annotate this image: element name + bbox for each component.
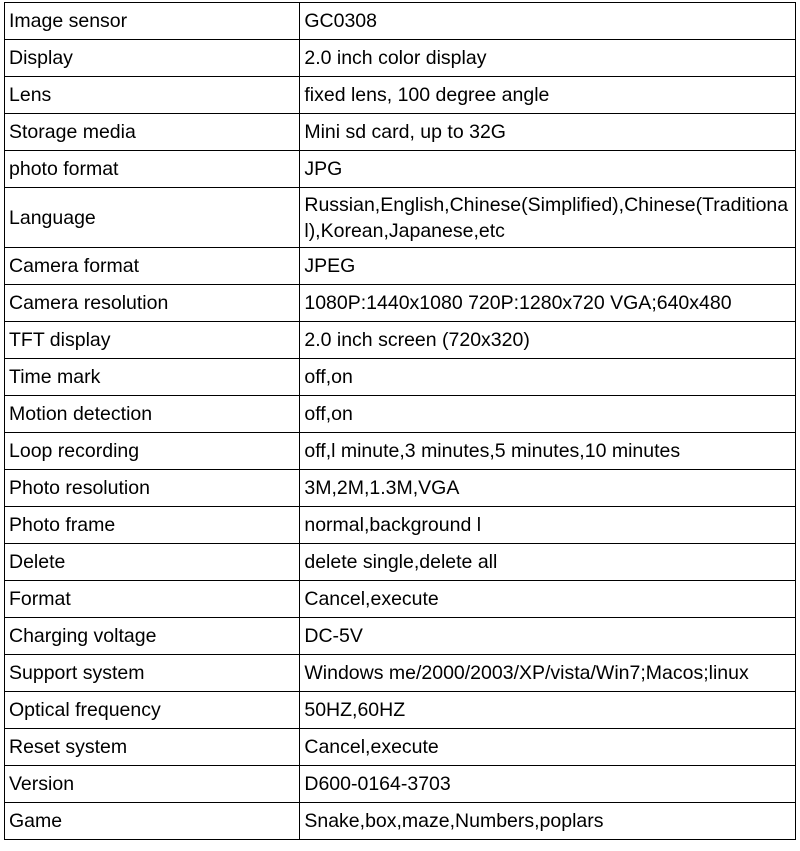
table-row	[5, 729, 796, 766]
spec-value: Cancel,execute	[300, 581, 796, 618]
spec-label: Game	[5, 803, 300, 840]
spec-label: Language	[5, 188, 300, 248]
spec-value: Windows me/2000/2003/XP/vista/Win7;Macos;linux	[300, 655, 796, 692]
spec-label: Charging voltage	[5, 618, 300, 655]
table-row	[5, 433, 796, 470]
spec-value: 3M,2M,1.3M,VGA	[300, 470, 796, 507]
table-row	[5, 507, 796, 544]
spec-label: Reset system	[5, 729, 300, 766]
spec-label: Image sensor	[5, 3, 300, 40]
spec-value: delete single,delete all	[300, 544, 796, 581]
spec-value: normal,background l	[300, 507, 796, 544]
spec-value: 50HZ,60HZ	[300, 692, 796, 729]
table-row	[5, 359, 796, 396]
table-row	[5, 3, 796, 40]
spec-value: GC0308	[300, 3, 796, 40]
spec-value: JPG	[300, 151, 796, 188]
spec-value: off,on	[300, 359, 796, 396]
spec-label: Lens	[5, 77, 300, 114]
table-row	[5, 77, 796, 114]
table-row	[5, 40, 796, 77]
spec-value: Mini sd card, up to 32G	[300, 114, 796, 151]
spec-label: TFT display	[5, 322, 300, 359]
spec-value: 1080P:1440x1080 720P:1280x720 VGA;640x480	[300, 285, 796, 322]
table-row	[5, 692, 796, 729]
spec-label: Photo resolution	[5, 470, 300, 507]
table-row	[5, 544, 796, 581]
spec-value: off,on	[300, 396, 796, 433]
table-row	[5, 285, 796, 322]
spec-label: Photo frame	[5, 507, 300, 544]
spec-value: 2.0 inch screen (720x320)	[300, 322, 796, 359]
spec-value: JPEG	[300, 248, 796, 285]
spec-value: off,l minute,3 minutes,5 minutes,10 minutes	[300, 433, 796, 470]
spec-label: Storage media	[5, 114, 300, 151]
table-row	[5, 766, 796, 803]
table-row	[5, 114, 796, 151]
spec-label: Display	[5, 40, 300, 77]
spec-label: Format	[5, 581, 300, 618]
spec-value: Snake,box,maze,Numbers,poplars	[300, 803, 796, 840]
table-row	[5, 248, 796, 285]
spec-table	[4, 2, 796, 840]
spec-value: Cancel,execute	[300, 729, 796, 766]
spec-label: Camera resolution	[5, 285, 300, 322]
spec-value: D600-0164-3703	[300, 766, 796, 803]
table-row	[5, 322, 796, 359]
table-row	[5, 581, 796, 618]
spec-label: Loop recording	[5, 433, 300, 470]
spec-label: Delete	[5, 544, 300, 581]
table-row	[5, 803, 796, 840]
spec-value: fixed lens, 100 degree angle	[300, 77, 796, 114]
spec-label: Time mark	[5, 359, 300, 396]
spec-label: Camera format	[5, 248, 300, 285]
spec-label: Optical frequency	[5, 692, 300, 729]
table-row	[5, 396, 796, 433]
table-row	[5, 470, 796, 507]
table-row	[5, 188, 796, 248]
spec-label: Support system	[5, 655, 300, 692]
spec-label: photo format	[5, 151, 300, 188]
spec-table-body	[5, 3, 796, 840]
spec-value: DC-5V	[300, 618, 796, 655]
table-row	[5, 618, 796, 655]
spec-value: Russian,English,Chinese(Simplified),Chinese(Traditional),Korean,Japanese,etc	[300, 188, 796, 248]
spec-label: Version	[5, 766, 300, 803]
table-row	[5, 151, 796, 188]
table-row	[5, 655, 796, 692]
spec-label: Motion detection	[5, 396, 300, 433]
spec-value: 2.0 inch color display	[300, 40, 796, 77]
